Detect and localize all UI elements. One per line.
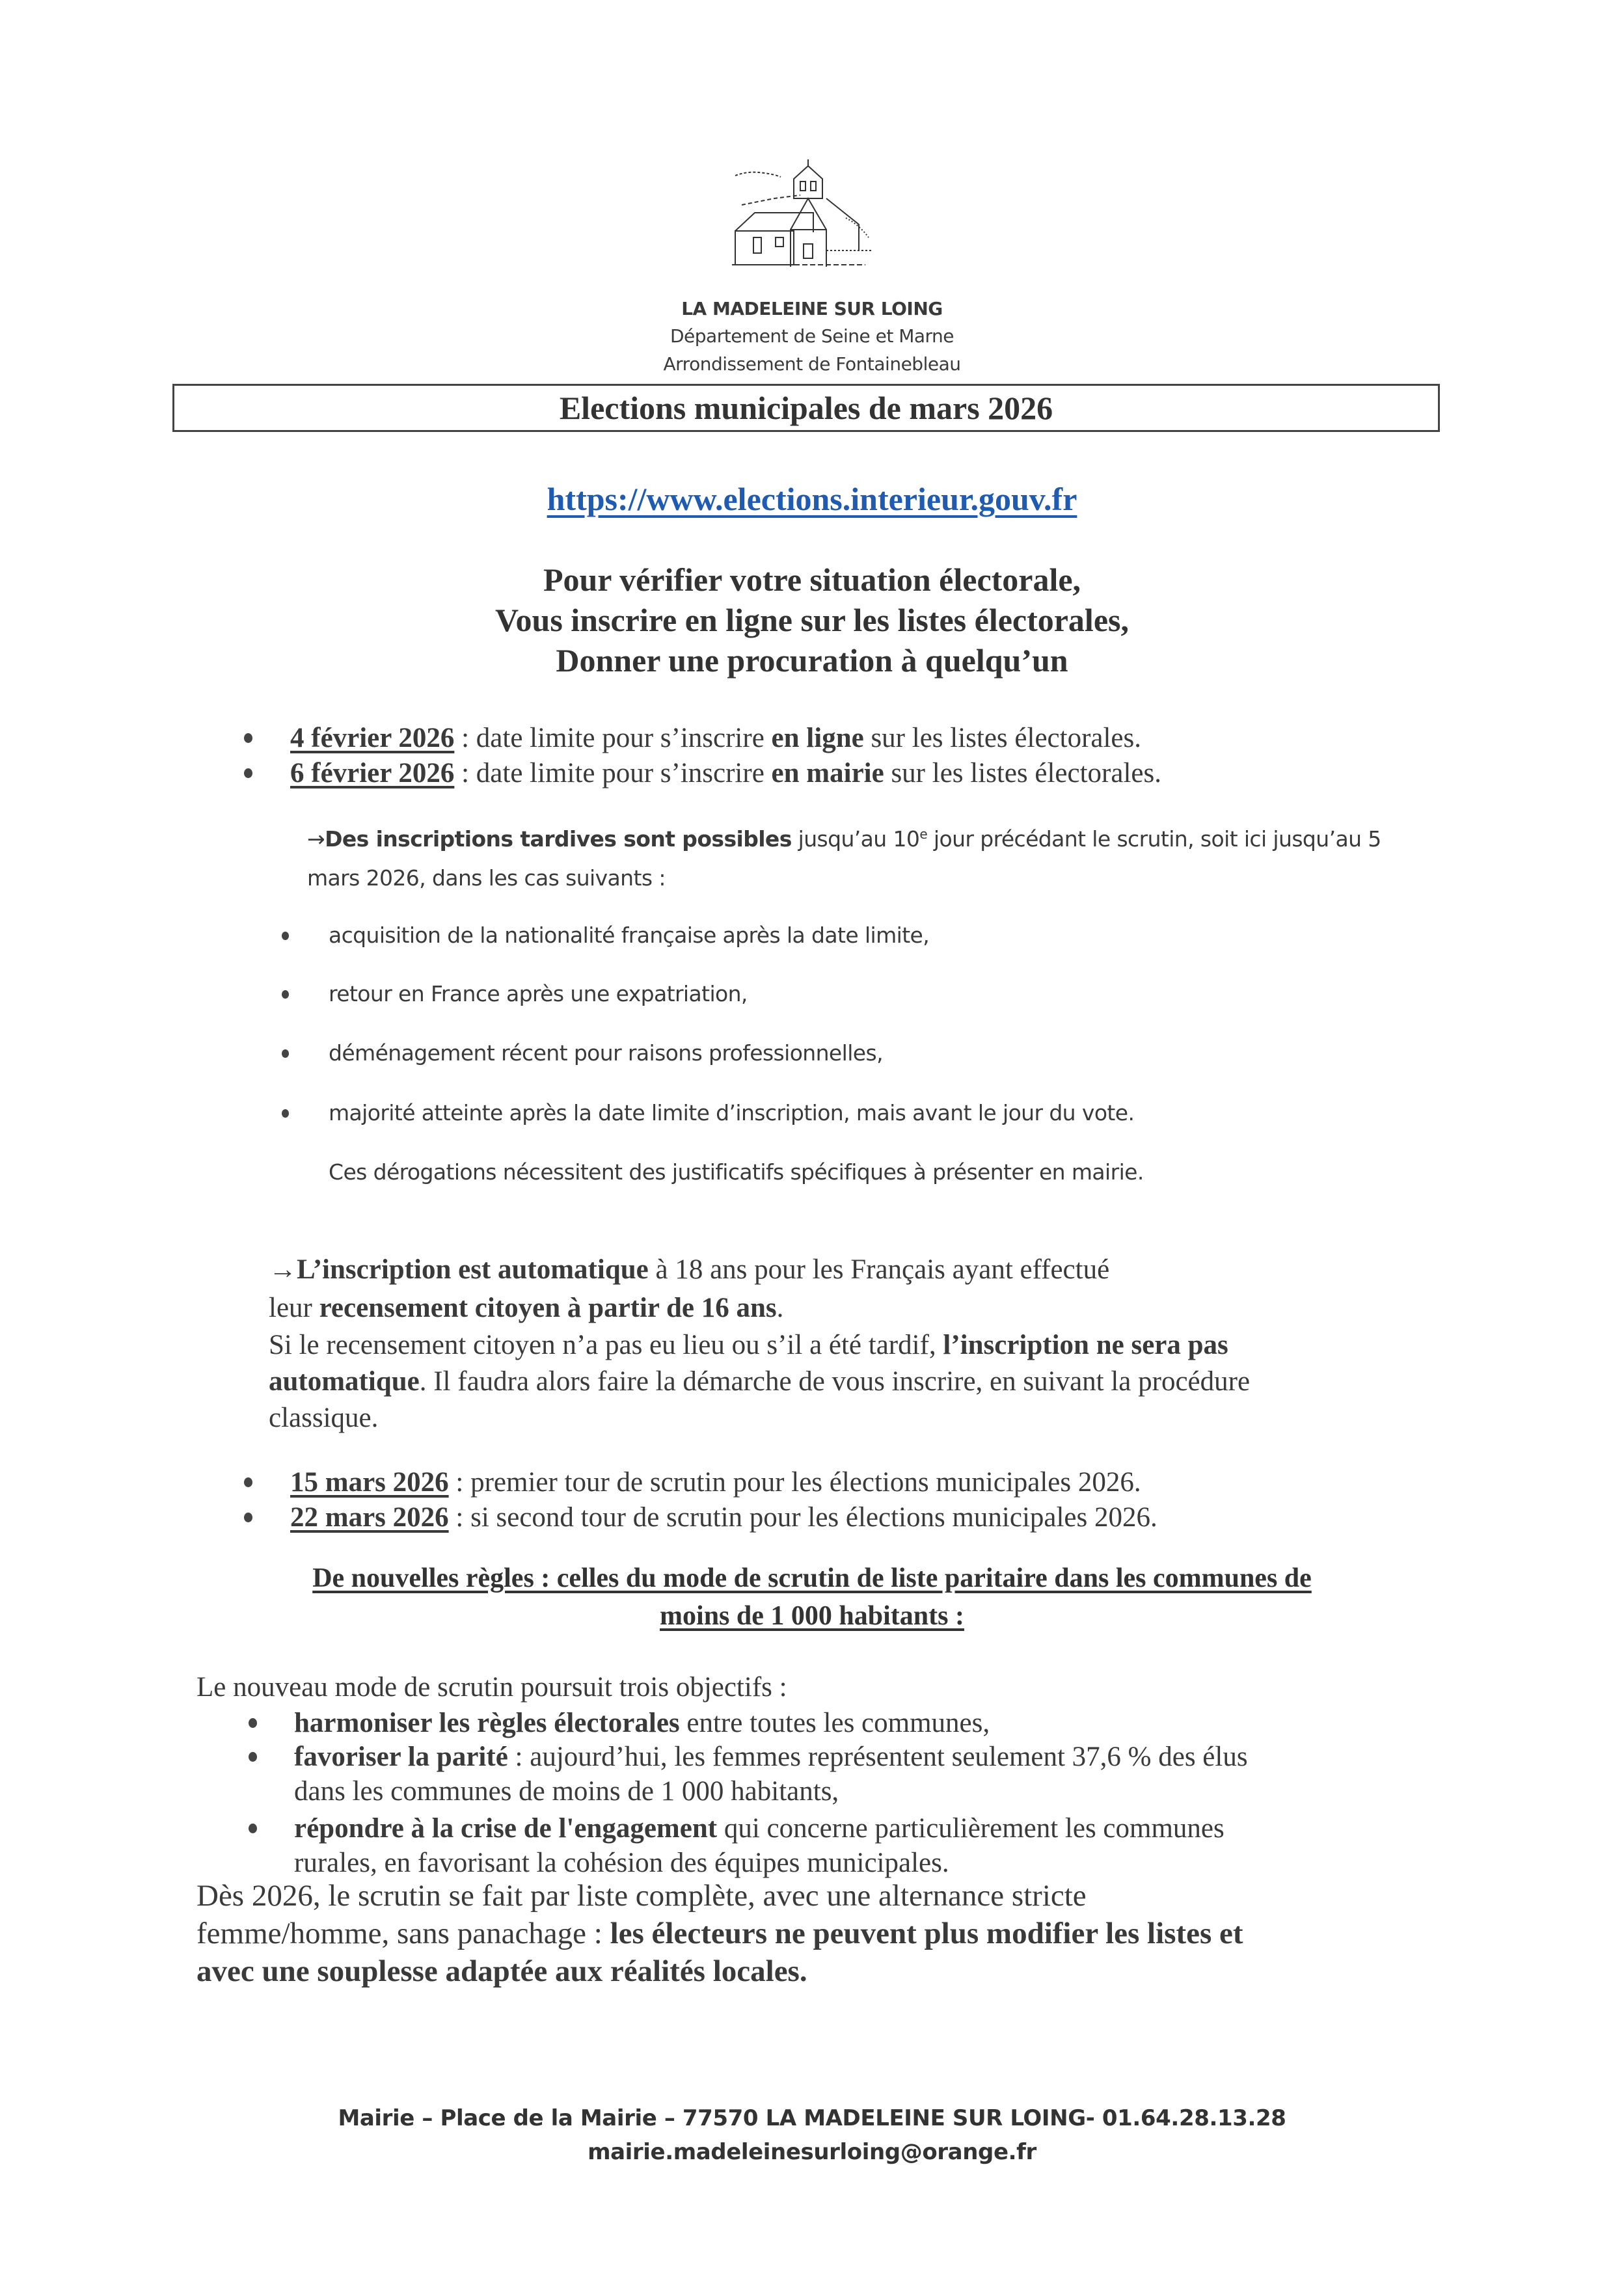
deadline-date: 6 février 2026 xyxy=(290,758,455,788)
list-item xyxy=(290,1500,1157,1535)
departement-line: Département de Seine et Marne xyxy=(670,325,954,347)
footer-email xyxy=(0,2139,1624,2165)
automatic-text: leur xyxy=(269,1293,319,1323)
conclusion-line xyxy=(196,1952,1243,1990)
objectives-intro: Le nouveau mode de scrutin poursuit trois objectifs : xyxy=(196,1672,787,1703)
arrondissement-line: Arrondissement de Fontainebleau xyxy=(663,353,961,375)
late-registration-text: jour précédant le scrutin, soit ici jusqu’au 5 xyxy=(927,826,1381,852)
elections-website-link-wrap xyxy=(0,480,1624,518)
church-drawing-icon xyxy=(716,153,898,267)
objective-text: entre toutes les communes, xyxy=(679,1708,990,1738)
round-date: 15 mars 2026 xyxy=(290,1467,449,1498)
commune-name: LA MADELEINE SUR LOING xyxy=(681,298,943,319)
conclusion-emphasis: avec une souplesse adaptée aux réalités locales. xyxy=(196,1954,807,1988)
deadline-text: sur les listes électorales. xyxy=(863,723,1141,753)
automatic-line-2 xyxy=(269,1291,783,1326)
automatic-emphasis: L’inscription est automatique xyxy=(297,1254,649,1285)
list-item xyxy=(294,1740,1248,1775)
rules-heading-line-1 xyxy=(0,1563,1624,1594)
intro-line-1: Pour vérifier votre situation électorale, xyxy=(543,561,1081,598)
automatic-text: . Il faudra alors faire la démarche de vous inscrire, en suivant la procédure xyxy=(419,1366,1251,1397)
list-item xyxy=(290,1465,1141,1500)
bullet-icon xyxy=(249,1752,257,1762)
conclusion-text: femme/homme, sans panachage : xyxy=(196,1917,610,1950)
objective-emphasis: harmoniser les règles électorales xyxy=(294,1708,680,1738)
bullet-icon xyxy=(282,932,289,940)
automatic-emphasis: automatique xyxy=(269,1366,420,1397)
conclusion-line: Dès 2026, le scrutin se fait par liste complète, avec une alternance stricte xyxy=(196,1879,1087,1913)
intro-line-2: Vous inscrire en ligne sur les listes électorales, xyxy=(495,602,1129,638)
round-text: : si second tour de scrutin pour les élections municipales 2026. xyxy=(448,1502,1157,1533)
rules-heading-text: De nouvelles règles : celles du mode de scrutin de liste paritaire dans les communes de xyxy=(312,1563,1312,1593)
objective-emphasis: répondre à la crise de l'engagement xyxy=(294,1813,718,1844)
objective-continuation: rurales, en favorisant la cohésion des équipes municipales. xyxy=(294,1848,949,1878)
bullet-icon xyxy=(249,1718,257,1728)
arrow-right-icon: → xyxy=(269,1254,297,1285)
bullet-icon xyxy=(282,990,289,999)
automatic-emphasis: recensement citoyen à partir de 16 ans xyxy=(319,1293,777,1323)
automatic-line-5: classique. xyxy=(269,1403,379,1433)
automatic-text: à 18 ans pour les Français ayant effectué xyxy=(648,1254,1110,1285)
conclusion-line xyxy=(196,1915,1243,1952)
list-item: déménagement récent pour raisons professionnelles, xyxy=(329,1040,883,1066)
derogations-note: Ces dérogations nécessitent des justificatifs spécifiques à présenter en mairie. xyxy=(329,1159,1144,1185)
automatic-line-3 xyxy=(269,1328,1228,1363)
footer-address: Mairie – Place de la Mairie – 77570 LA MADELEINE SUR LOING- 01.64.28.13.28 xyxy=(338,2105,1286,2131)
list-item: majorité atteinte après la date limite d’inscription, mais avant le jour du vote. xyxy=(329,1100,1135,1125)
conclusion-emphasis: les électeurs ne peuvent plus modifier les listes et xyxy=(610,1917,1243,1950)
intro-line-3: Donner une procuration à quelqu’un xyxy=(556,642,1068,679)
automatic-line-4 xyxy=(269,1364,1250,1399)
list-item: retour en France après une expatriation, xyxy=(329,981,748,1006)
automatic-text: . xyxy=(776,1293,784,1323)
round-text: : premier tour de scrutin pour les élections municipales 2026. xyxy=(448,1467,1141,1498)
ordinal-superscript: e xyxy=(919,826,928,842)
automatic-line-1 xyxy=(269,1252,1109,1287)
deadline-emphasis: en ligne xyxy=(771,723,864,753)
late-registration-line-1 xyxy=(307,826,1381,852)
round-date: 22 mars 2026 xyxy=(290,1502,449,1533)
automatic-text: Si le recensement citoyen n’a pas eu lieu ou s’il a été tardif, xyxy=(269,1330,943,1360)
late-registration-text: jusqu’au 10 xyxy=(791,826,920,852)
objective-text: : aujourd’hui, les femmes représentent seulement 37,6 % des élus xyxy=(508,1742,1248,1772)
arrow-right-icon: → xyxy=(307,826,325,852)
deadline-text: : date limite pour s’inscrire xyxy=(454,723,772,753)
deadline-text: : date limite pour s’inscrire xyxy=(454,758,772,788)
elections-website-link[interactable]: https://www.elections.interieur.gouv.fr xyxy=(547,481,1077,517)
objective-continuation: dans les communes de moins de 1 000 habitants, xyxy=(294,1776,839,1807)
deadline-text: sur les listes électorales. xyxy=(884,758,1161,788)
rules-heading-line-2 xyxy=(0,1600,1624,1632)
list-item: acquisition de la nationalité française après la date limite, xyxy=(329,923,930,948)
objective-emphasis: favoriser la parité xyxy=(294,1742,508,1772)
bullet-icon xyxy=(244,733,252,743)
bullet-icon xyxy=(249,1824,257,1833)
rules-heading-text: moins de 1 000 habitants : xyxy=(660,1601,964,1631)
bullet-icon xyxy=(244,768,252,778)
late-registration-emphasis: Des inscriptions tardives sont possibles xyxy=(325,826,792,852)
bullet-icon xyxy=(244,1477,252,1487)
late-registration-line-2: mars 2026, dans les cas suivants : xyxy=(307,865,666,891)
bullet-icon xyxy=(282,1049,289,1058)
list-item xyxy=(294,1811,1225,1846)
deadline-date: 4 février 2026 xyxy=(290,723,455,753)
footer-email-text[interactable]: mairie.madeleinesurloing@orange.fr xyxy=(588,2139,1036,2165)
bullet-icon xyxy=(282,1109,289,1118)
automatic-emphasis: l’inscription ne sera pas xyxy=(943,1330,1228,1360)
conclusion xyxy=(196,1877,1243,1990)
deadline-emphasis: en mairie xyxy=(771,758,884,788)
bullet-icon xyxy=(244,1513,252,1522)
list-item xyxy=(294,1706,990,1741)
page-title: Elections municipales de mars 2026 xyxy=(559,390,1053,426)
title-box xyxy=(172,384,1440,432)
objective-text: qui concerne particulièrement les communes xyxy=(717,1813,1225,1844)
